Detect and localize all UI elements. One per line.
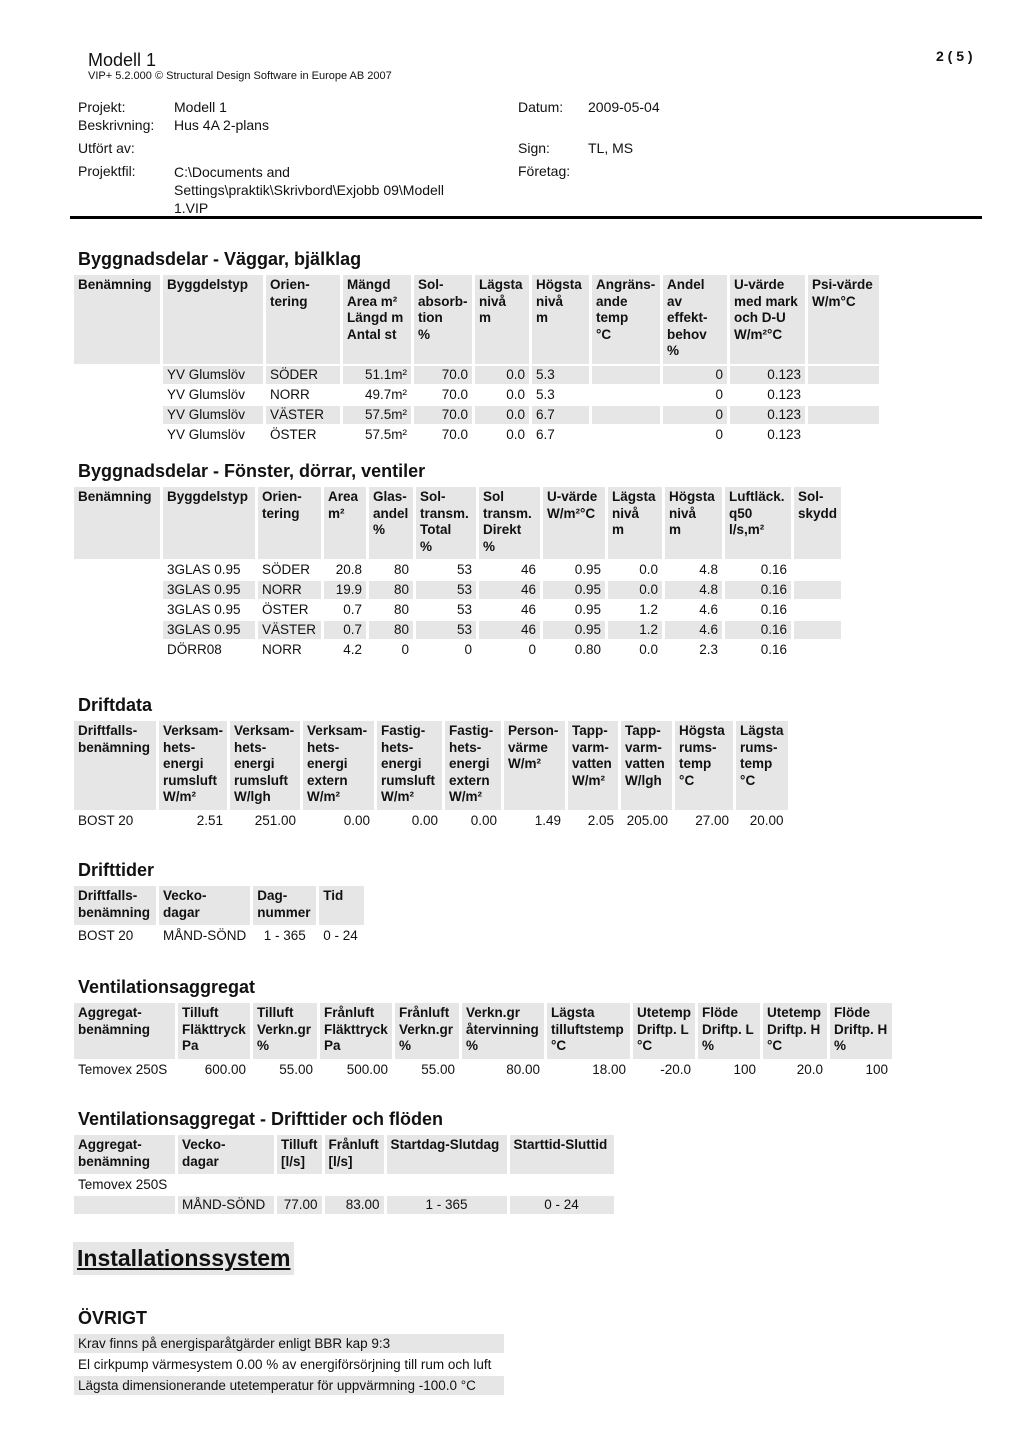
drifttider-title: Drifttider xyxy=(78,860,154,880)
table-cell: DÖRR08 xyxy=(167,642,222,657)
walls-table xyxy=(71,273,882,446)
ventilation-body xyxy=(74,1061,892,1079)
table-cell: 46 xyxy=(479,581,540,599)
table-cell: 0.0 xyxy=(506,426,525,442)
table-cell: 6.7 xyxy=(536,426,555,442)
header-cell: Starttid-Sluttid xyxy=(510,1135,614,1174)
driftdata-title: Driftdata xyxy=(78,695,153,715)
table-row xyxy=(74,621,841,639)
software-credit: VIP+ 5.2.000 © Structural Design Software in Europe AB 2007 xyxy=(88,70,392,82)
driftdata-table xyxy=(71,719,791,832)
table-cell: 0.16 xyxy=(760,602,787,617)
table-cell: 4.8 xyxy=(665,581,722,599)
table-cell: 80 xyxy=(393,602,409,617)
table-row xyxy=(74,426,879,444)
table-cell: YV Glumslöv xyxy=(167,386,246,402)
projekt-label: Projekt: xyxy=(78,99,126,115)
table-cell xyxy=(794,621,841,639)
ventilation-title: Ventilationsaggregat xyxy=(78,977,256,997)
table-cell: 46 xyxy=(520,562,536,577)
table-cell: 0 xyxy=(663,406,727,424)
table-cell xyxy=(74,561,160,579)
header-cell: Mängd Area m² Längd m Antal st xyxy=(343,275,411,364)
table-cell: NORR xyxy=(262,642,302,657)
table-cell: 0.16 xyxy=(725,621,791,639)
table-cell: 0.0 xyxy=(639,562,658,577)
table-cell: 3GLAS 0.95 xyxy=(163,621,255,639)
header-cell: Tid xyxy=(319,886,364,925)
table-cell xyxy=(794,581,841,599)
header-cell: Högsta rums- temp °C xyxy=(675,721,733,810)
table-cell: 2.51 xyxy=(196,812,224,828)
foretag-label: Företag: xyxy=(518,163,571,179)
table-cell: 251.00 xyxy=(254,812,297,828)
table-cell: 0.0 xyxy=(506,386,525,402)
table-cell: MÅND-SÖND xyxy=(178,1196,274,1214)
table-cell: 70.0 xyxy=(441,386,468,402)
table-cell: 4.6 xyxy=(665,621,722,639)
table-cell xyxy=(74,426,160,444)
table-cell: 57.5m² xyxy=(343,406,411,424)
unit-name: Temovex 250S xyxy=(78,1177,168,1192)
table-cell: 1 - 365 xyxy=(387,1196,507,1214)
ventilation-header-row xyxy=(74,1003,892,1059)
table-row xyxy=(74,1196,614,1214)
windows-body xyxy=(74,561,841,659)
table-cell: 18.00 xyxy=(592,1061,626,1077)
table-cell: 55.00 xyxy=(421,1061,455,1077)
projektfil-line: Settings\praktik\Skrivbord\Exjobb 09\Modell xyxy=(174,182,445,198)
header-cell: Tilluft [l/s] xyxy=(277,1135,322,1174)
header-cell: Verksam- hets- energi rumsluft W/m² xyxy=(159,721,227,810)
table-cell: 80.00 xyxy=(506,1061,540,1077)
header-cell: Verksam- hets- energi extern W/m² xyxy=(303,721,374,810)
table-cell: 2.3 xyxy=(699,642,718,657)
table-cell: BOST 20 xyxy=(78,928,134,943)
vent-drift-header-row xyxy=(74,1135,614,1174)
table-cell: 1 - 365 xyxy=(263,928,306,943)
table-cell xyxy=(808,366,879,384)
table-cell xyxy=(794,601,841,619)
table-cell: 0.95 xyxy=(574,602,601,617)
header-cell: Dag- nummer xyxy=(253,886,316,925)
table-cell: 51.1m² xyxy=(343,366,411,384)
beskrivning-value: Hus 4A 2-plans xyxy=(174,117,269,133)
table-cell: 20.00 xyxy=(749,812,784,828)
table-cell: 100 xyxy=(865,1061,889,1077)
header-cell: Lägsta nivå m xyxy=(608,487,662,559)
table-cell xyxy=(74,1196,175,1214)
header-cell: Luftläck. q50 l/s,m² xyxy=(725,487,791,559)
vent-drift-title: Ventilationsaggregat - Drifttider och flöden xyxy=(78,1109,444,1129)
drifttider-table xyxy=(71,884,367,947)
table-cell: 5.3 xyxy=(532,366,589,384)
table-cell: 27.00 xyxy=(695,812,730,828)
header-cell: Flöde Driftp. H % xyxy=(830,1003,892,1059)
header-cell: Tapp- varm- vatten W/lgh xyxy=(621,721,672,810)
header-cell: Lägsta rums- temp °C xyxy=(736,721,788,810)
table-cell: 0.0 xyxy=(475,406,529,424)
table-cell: 0 xyxy=(715,386,723,402)
windows-title: Byggnadsdelar - Fönster, dörrar, ventiler xyxy=(78,461,426,481)
table-cell: YV Glumslöv xyxy=(167,426,246,442)
header-cell: Benämning xyxy=(74,275,160,364)
header-cell: Fastig- hets- energi extern W/m² xyxy=(445,721,501,810)
table-cell xyxy=(808,386,879,404)
projektfil-line: C:\Documents and xyxy=(174,164,290,180)
table-cell: 0 xyxy=(528,642,536,657)
table-row xyxy=(74,386,879,404)
table-cell: 0.95 xyxy=(574,562,601,577)
table-cell: YV Glumslöv xyxy=(163,406,263,424)
header-cell: Tilluft Verkn.gr % xyxy=(253,1003,317,1059)
table-cell: 4.8 xyxy=(699,562,718,577)
table-cell: 205.00 xyxy=(626,812,669,828)
table-cell xyxy=(592,406,660,424)
header-cell: Utetemp Driftp. H °C xyxy=(763,1003,827,1059)
table-cell: 0.7 xyxy=(324,621,366,639)
beskrivning-label: Beskrivning: xyxy=(78,117,155,133)
header-cell: Högsta nivå m xyxy=(665,487,722,559)
table-cell: 0.00 xyxy=(411,812,439,828)
table-cell xyxy=(74,601,160,619)
header-cell: Frånluft [l/s] xyxy=(325,1135,384,1174)
table-cell: 46 xyxy=(479,621,540,639)
vent-drift-body xyxy=(74,1176,614,1214)
header-cell: Driftfalls- benämning xyxy=(74,721,156,810)
header-cell: Lägsta nivå m xyxy=(475,275,529,364)
table-cell: 0.95 xyxy=(543,581,605,599)
table-cell: 3GLAS 0.95 xyxy=(167,562,241,577)
table-cell xyxy=(794,641,841,659)
table-row xyxy=(74,641,841,659)
projektfil-line: 1.VIP xyxy=(174,200,209,216)
table-cell: 46 xyxy=(520,602,536,617)
table-cell: 80 xyxy=(369,621,413,639)
header-cell: Aggregat- benämning xyxy=(74,1135,175,1174)
header-cell: Flöde Driftp. L % xyxy=(698,1003,760,1059)
table-cell: 0 xyxy=(464,642,472,657)
table-cell: 0.80 xyxy=(574,642,601,657)
table-cell: 1.2 xyxy=(639,602,658,617)
table-row xyxy=(74,1061,892,1079)
table-cell: 0.00 xyxy=(343,812,371,828)
header-cell: Frånluft Verkn.gr % xyxy=(395,1003,459,1059)
table-cell: ÖSTER xyxy=(262,602,309,617)
table-row xyxy=(74,366,879,384)
table-cell xyxy=(808,406,879,424)
table-cell: 53 xyxy=(416,581,476,599)
header-cell: Sol- skydd xyxy=(794,487,841,559)
table-row xyxy=(74,927,364,945)
header-cell: Frånluft Fläkttryck Pa xyxy=(320,1003,392,1059)
table-cell xyxy=(74,386,160,404)
table-cell xyxy=(592,426,660,444)
vent-drift-table xyxy=(71,1133,617,1216)
table-cell: 83.00 xyxy=(325,1196,384,1214)
table-cell: 0.7 xyxy=(343,602,362,617)
header-cell: Fastig- hets- energi rumsluft W/m² xyxy=(377,721,442,810)
header-cell: Sol- transm. Total % xyxy=(416,487,476,559)
table-cell: 5.3 xyxy=(536,386,555,402)
datum-value: 2009-05-04 xyxy=(588,99,660,115)
table-cell: 55.00 xyxy=(279,1061,313,1077)
table-cell: 70.0 xyxy=(414,406,472,424)
table-cell: 80 xyxy=(393,562,409,577)
model-title: Modell 1 xyxy=(88,50,157,70)
table-cell xyxy=(794,561,841,579)
table-cell: 53 xyxy=(416,621,476,639)
table-cell: 4.2 xyxy=(343,642,362,657)
header-cell: Byggdelstyp xyxy=(163,275,263,364)
table-row xyxy=(74,601,841,619)
driftdata-header-row xyxy=(74,721,788,810)
table-cell: ÖSTER xyxy=(270,426,317,442)
table-cell: VÄSTER xyxy=(266,406,340,424)
table-cell: 3GLAS 0.95 xyxy=(167,602,241,617)
walls-body xyxy=(74,366,879,444)
table-cell xyxy=(592,386,660,404)
table-cell: YV Glumslöv xyxy=(163,366,263,384)
table-cell: 0.123 xyxy=(767,386,801,402)
table-cell: 0 - 24 xyxy=(510,1196,614,1214)
header-cell: Orien- tering xyxy=(258,487,321,559)
walls-title: Byggnadsdelar - Väggar, bjälklag xyxy=(78,249,362,269)
page-number: 2 ( 5 ) xyxy=(936,48,973,64)
header-divider xyxy=(70,216,982,219)
header-cell: Startdag-Slutdag xyxy=(387,1135,507,1174)
table-cell: 77.00 xyxy=(277,1196,322,1214)
table-cell: 4.6 xyxy=(699,602,718,617)
table-cell: 0 xyxy=(663,366,727,384)
table-row xyxy=(74,406,879,424)
table-cell xyxy=(74,406,160,424)
table-cell: SÖDER xyxy=(266,366,340,384)
table-cell: 1.49 xyxy=(534,812,562,828)
table-cell: 0.95 xyxy=(543,621,605,639)
header-cell: Andel av effekt- behov % xyxy=(663,275,727,364)
header-cell: Tilluft Fläkttryck Pa xyxy=(178,1003,250,1059)
ovrigt-line: Krav finns på energisparåtgärder enligt BBR kap 9:3 xyxy=(74,1334,504,1353)
table-cell: 2.05 xyxy=(587,812,615,828)
table-row xyxy=(74,581,841,599)
table-cell: 53 xyxy=(456,562,472,577)
table-cell: 20.0 xyxy=(796,1061,824,1077)
header-cell: Lägsta tilluftstemp °C xyxy=(547,1003,630,1059)
ovrigt-line: Lägsta dimensionerande utetemperatur för uppvärmning -100.0 °C xyxy=(74,1376,504,1395)
table-cell: 53 xyxy=(456,602,472,617)
header-cell: Byggdelstyp xyxy=(163,487,255,559)
table-cell: 0.0 xyxy=(475,366,529,384)
table-cell: 0.123 xyxy=(730,406,805,424)
table-cell: 3GLAS 0.95 xyxy=(163,581,255,599)
projektfil-value xyxy=(174,163,444,217)
table-cell: 0 xyxy=(401,642,409,657)
table-cell: 500.00 xyxy=(346,1061,388,1077)
table-cell: 80 xyxy=(369,581,413,599)
driftdata-body xyxy=(74,812,788,830)
table-cell: 0.16 xyxy=(725,581,791,599)
table-cell: 57.5m² xyxy=(364,426,407,442)
sign-label: Sign: xyxy=(518,140,550,156)
table-cell xyxy=(808,426,879,444)
table-cell: VÄSTER xyxy=(258,621,321,639)
ventilation-table xyxy=(71,1001,895,1081)
datum-label: Datum: xyxy=(518,99,564,115)
header-cell: Psi-värde W/m°C xyxy=(808,275,879,364)
header-cell: Vecko- dagar xyxy=(178,1135,274,1174)
table-cell: -20.0 xyxy=(660,1061,692,1077)
ovrigt-title: ÖVRIGT xyxy=(78,1308,148,1328)
table-cell: 19.9 xyxy=(324,581,366,599)
table-cell: NORR xyxy=(270,386,310,402)
header-cell: Glas- andel % xyxy=(369,487,413,559)
table-cell: 0.16 xyxy=(760,562,787,577)
drifttider-body xyxy=(74,927,364,945)
header-cell: Högsta nivå m xyxy=(532,275,589,364)
table-cell: 0.123 xyxy=(730,366,805,384)
ovrigt-line: El cirkpump värmesystem 0.00 % av energiförsörjning till rum och luft xyxy=(78,1357,492,1372)
table-cell: 6.7 xyxy=(532,406,589,424)
header-cell: Aggregat- benämning xyxy=(74,1003,175,1059)
table-cell: Temovex 250S xyxy=(78,1061,168,1077)
table-row xyxy=(74,812,788,830)
table-cell: SÖDER xyxy=(262,562,311,577)
table-cell xyxy=(74,641,160,659)
windows-header-row xyxy=(74,487,841,559)
utfort-label: Utfört av: xyxy=(78,140,135,156)
header-cell: Utetemp Driftp. L °C xyxy=(633,1003,695,1059)
table-cell: 49.7m² xyxy=(364,386,407,402)
table-cell xyxy=(592,366,660,384)
table-cell: 0.123 xyxy=(767,426,801,442)
table-cell xyxy=(74,621,160,639)
table-cell: 600.00 xyxy=(204,1061,246,1077)
windows-table xyxy=(71,485,844,661)
table-cell: 70.0 xyxy=(414,366,472,384)
table-cell: 70.0 xyxy=(441,426,468,442)
table-cell: 0.16 xyxy=(760,642,787,657)
header-cell: Vecko- dagar xyxy=(159,886,250,925)
table-cell: 0 xyxy=(715,426,723,442)
header-cell: Driftfalls- benämning xyxy=(74,886,156,925)
installation-title: Installationssystem xyxy=(73,1242,294,1275)
header-cell: Verksam- hets- energi rumsluft W/lgh xyxy=(230,721,300,810)
table-cell: 100 xyxy=(733,1061,757,1077)
table-cell: 0.00 xyxy=(470,812,498,828)
header-cell: Orien- tering xyxy=(266,275,340,364)
table-cell xyxy=(74,366,160,384)
table-cell: 0 - 24 xyxy=(323,928,358,943)
table-cell: 20.8 xyxy=(335,562,362,577)
table-cell: BOST 20 xyxy=(78,812,134,828)
header-cell: Area m² xyxy=(324,487,366,559)
header-cell: U-värde med mark och D-U W/m²°C xyxy=(730,275,805,364)
table-row xyxy=(74,561,841,579)
table-cell: 0.0 xyxy=(608,581,662,599)
projekt-value: Modell 1 xyxy=(174,99,227,115)
header-cell: Sol transm. Direkt % xyxy=(479,487,540,559)
table-cell: 0.0 xyxy=(639,642,658,657)
header-cell: U-värde W/m²°C xyxy=(543,487,605,559)
header-cell: Benämning xyxy=(74,487,160,559)
projektfil-label: Projektfil: xyxy=(78,163,136,179)
table-cell: 1.2 xyxy=(608,621,662,639)
header-cell: Verkn.gr återvinning % xyxy=(462,1003,544,1059)
table-cell xyxy=(74,581,160,599)
header-cell: Person- värme W/m² xyxy=(504,721,565,810)
walls-header-row xyxy=(74,275,879,364)
drifttider-header-row xyxy=(74,886,364,925)
header-cell: Tapp- varm- vatten W/m² xyxy=(568,721,618,810)
table-cell: NORR xyxy=(258,581,321,599)
table-cell: MÅND-SÖND xyxy=(163,928,247,943)
table-row xyxy=(74,1176,614,1194)
header-cell: Angräns- ande temp °C xyxy=(592,275,660,364)
header-cell: Sol- absorb- tion % xyxy=(414,275,472,364)
sign-value: TL, MS xyxy=(588,140,634,156)
